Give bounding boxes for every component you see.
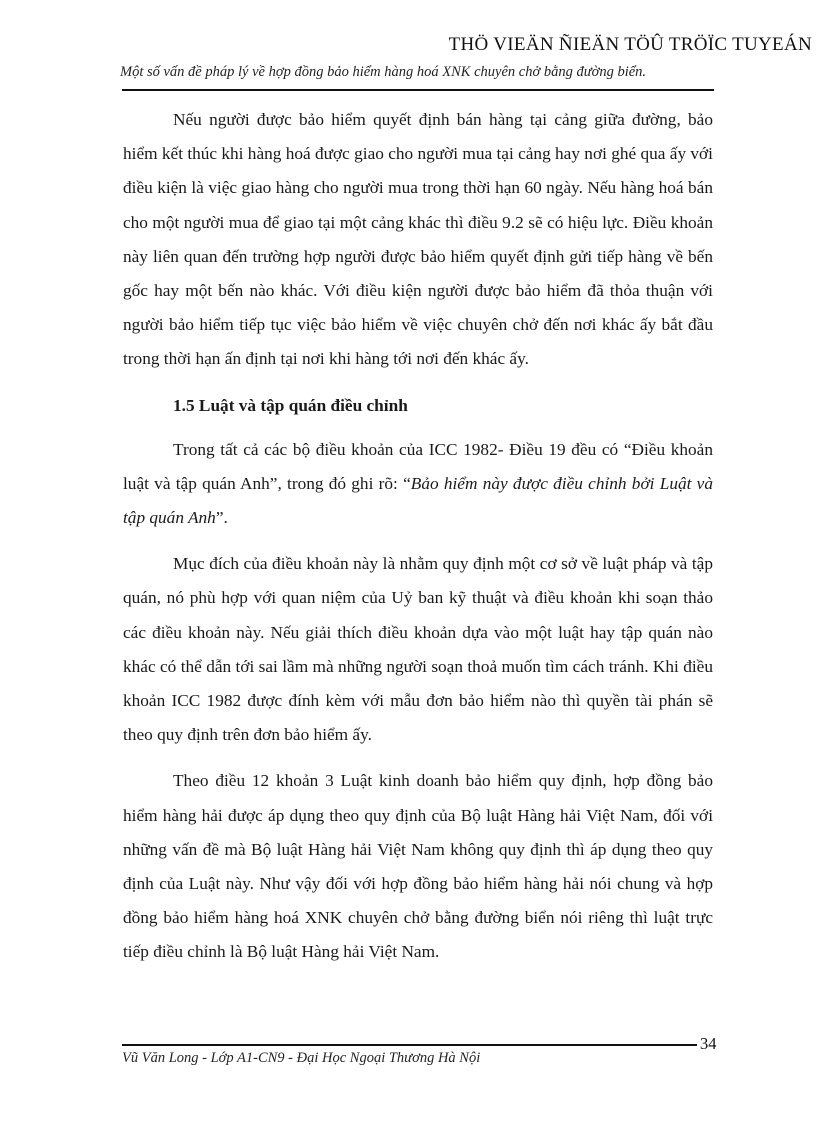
body-paragraph: [123, 433, 713, 536]
body-paragraph: Nếu người được bảo hiểm quyết định bán hàng tại cảng giữa đường, bảo hiểm kết thúc khi hàng hoá được giao cho người mua tại cảng hay nơi ghé qua ấy với điều kiện là việc giao hàng cho người mua trong thời hạn 60 ngày. Nếu hàng hoá bán cho một người mua để giao tại một cảng khác thì điều 9.2 sẽ có hiệu lực. Điều khoản này liên quan đến trường hợp người được bảo hiểm quyết định gửi tiếp hàng về bến gốc hay một bến nào khác. Với điều kiện người được bảo hiểm đã thỏa thuận với người bảo hiểm tiếp tục việc bảo hiểm về việc chuyên chở đến nơi khác ấy bắt đầu trong thời hạn ấn định tại nơi khi hàng tới nơi đến khác ấy.: [123, 110, 713, 369]
page-number: 34: [700, 1034, 717, 1053]
header-divider: [122, 89, 714, 91]
footer-author-line: Vũ Văn Long - Lớp A1-CN9 - Đại Học Ngoại Thương Hà Nội: [122, 1050, 481, 1066]
watermark-text: THÖ VIEÄN ÑIEÄN TÖÛ TRÖÏC TUYEÁN: [448, 34, 812, 55]
footer-divider: [122, 1044, 697, 1046]
body-paragraph: Theo điều 12 khoản 3 Luật kinh doanh bảo hiểm quy định, hợp đồng bảo hiểm hàng hải được áp dụng theo quy định của Bộ luật Hàng hải Việt Nam, đối với những vấn đề mà Bộ luật Hàng hải Việt Nam không quy định thì áp dụng theo quy định của Luật này. Như vậy đối với hợp đồng bảo hiểm hàng hải nói chung và hợp đồng bảo hiểm hàng hoá XNK chuyên chở bằng đường biển nói riêng thì luật trực tiếp điều chỉnh là Bộ luật Hàng hải Việt Nam.: [123, 771, 713, 962]
body-paragraph: Mục đích của điều khoản này là nhằm quy định một cơ sở về luật pháp và tập quán, nó phù hợp với quan niệm của Uỷ ban kỹ thuật và điều khoản khi soạn thảo các điều khoản này. Nếu giải thích điều khoản dựa vào một luật hay tập quán nào khác có thể dẫn tới sai lầm mà những người soạn thoả muốn tìm cách tránh. Khi điều khoản ICC 1982 được đính kèm với mẫu đơn bảo hiểm nào thì quyền tài phán sẽ theo quy định trên đơn bảo hiểm ấy.: [123, 554, 713, 745]
quoted-clause: Bảo hiểm này được điều chỉnh bởi Luật và tập quán Anh: [123, 473, 713, 528]
page-body: [123, 103, 713, 982]
paragraph-text: Trong tất cả các bộ điều khoản của ICC 1982- Điều 19 đều có “Điều khoản luật và tập quán Anh”, trong đó ghi rõ: “: [123, 439, 713, 493]
section-heading: 1.5 Luật và tập quán điều chỉnh: [173, 395, 408, 415]
document-running-title: Một số vấn đề pháp lý về hợp đồng bảo hiểm hàng hoá XNK chuyên chở bằng đường biển.: [120, 64, 647, 80]
paragraph-text: ”.: [215, 508, 228, 528]
